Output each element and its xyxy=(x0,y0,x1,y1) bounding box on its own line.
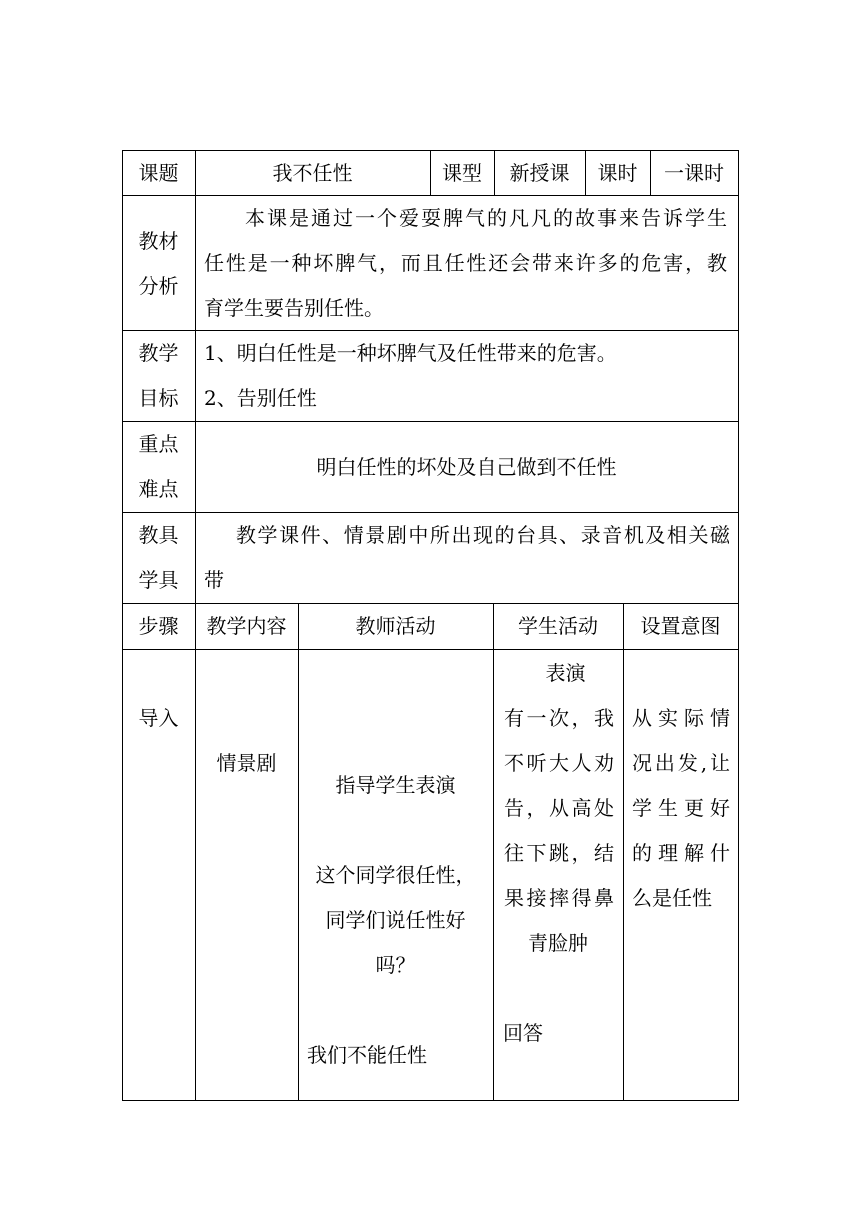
key-points-text: 明白任性的坏处及自己做到不任性 xyxy=(316,455,617,479)
intent-line: 学生更好 xyxy=(632,796,730,820)
intent-line: 的理解什 xyxy=(632,841,730,865)
analysis-text-line2: 任性是一种坏脾气，而且任性还会带来许多的危害，教 xyxy=(204,251,727,275)
class-hours-label: 课时 xyxy=(597,161,638,185)
analysis-label-line1: 教材 xyxy=(138,229,179,253)
lesson-type-value: 新授课 xyxy=(509,161,570,185)
analysis-label xyxy=(122,219,195,309)
tools-text-line1: 教学课件、情景剧中所出现的台具、录音机及相关磁 xyxy=(236,523,730,547)
student-activity-line: 表演 xyxy=(545,661,586,685)
analysis-text-line3: 育学生要告别任性。 xyxy=(204,296,384,320)
goals-label-line2: 目标 xyxy=(138,386,179,410)
table-border-right xyxy=(738,150,739,1101)
table-col-divider xyxy=(298,603,299,1101)
teacher-activity-line: 指导学生表演 xyxy=(335,773,456,797)
class-hours-value: 一课时 xyxy=(664,161,724,185)
tools-label-line2: 学具 xyxy=(138,568,179,592)
teacher-activity-line: 我们不能任性 xyxy=(307,1043,427,1067)
analysis-text-line1: 本课是通过一个爱耍脾气的凡凡的故事来告诉学生 xyxy=(245,206,727,230)
lesson-type-label: 课型 xyxy=(442,161,482,185)
col-header-teacher: 教师活动 xyxy=(355,614,436,638)
goals-label xyxy=(122,331,195,421)
col-header-content: 教学内容 xyxy=(206,614,287,638)
tools-text-line2: 带 xyxy=(204,568,224,592)
goal-item-2: 2、告别任性 xyxy=(204,386,317,410)
analysis-label-line2: 分析 xyxy=(138,274,179,298)
key-points-label-line1: 重点 xyxy=(138,432,179,456)
intent-line: 况出发,让 xyxy=(632,751,730,775)
tools-label-line1: 教具 xyxy=(138,523,179,547)
student-activity-line: 往下跳，结 xyxy=(504,841,614,865)
table-border-bottom xyxy=(122,1100,739,1101)
col-header-step: 步骤 xyxy=(138,614,179,638)
content-skit: 情景剧 xyxy=(216,751,277,775)
intent-line: 么是任性 xyxy=(632,886,712,910)
student-activity-line: 青脸肿 xyxy=(528,931,588,955)
step-intro: 导入 xyxy=(138,706,179,730)
key-points-label-line2: 难点 xyxy=(138,477,179,501)
teacher-activity-line: 吗？ xyxy=(375,953,416,977)
tools-label xyxy=(122,513,195,603)
teacher-activity-line: 这个同学很任性， xyxy=(315,863,476,887)
student-activity-line: 不听大人劝 xyxy=(504,751,614,775)
student-activity-line: 回答 xyxy=(503,1021,543,1045)
key-points-label xyxy=(122,422,195,512)
teacher-activity-line: 同学们说任性好 xyxy=(325,908,466,932)
topic-value: 我不任性 xyxy=(272,161,353,185)
table-row-divider xyxy=(122,421,739,422)
col-header-student: 学生活动 xyxy=(518,614,598,638)
goal-item-1: 1、明白任性是一种坏脾气及任性带来的危害。 xyxy=(204,341,617,365)
col-header-intent: 设置意图 xyxy=(640,614,721,638)
student-activity-line: 告，从高处 xyxy=(504,796,614,820)
topic-label: 课题 xyxy=(138,161,179,185)
intent-line: 从实际情 xyxy=(632,706,730,730)
table-row-divider xyxy=(122,649,739,650)
student-activity-line: 有一次，我 xyxy=(504,706,614,730)
goals-label-line1: 教学 xyxy=(138,341,179,365)
student-activity-line: 果接摔得鼻 xyxy=(504,886,614,910)
